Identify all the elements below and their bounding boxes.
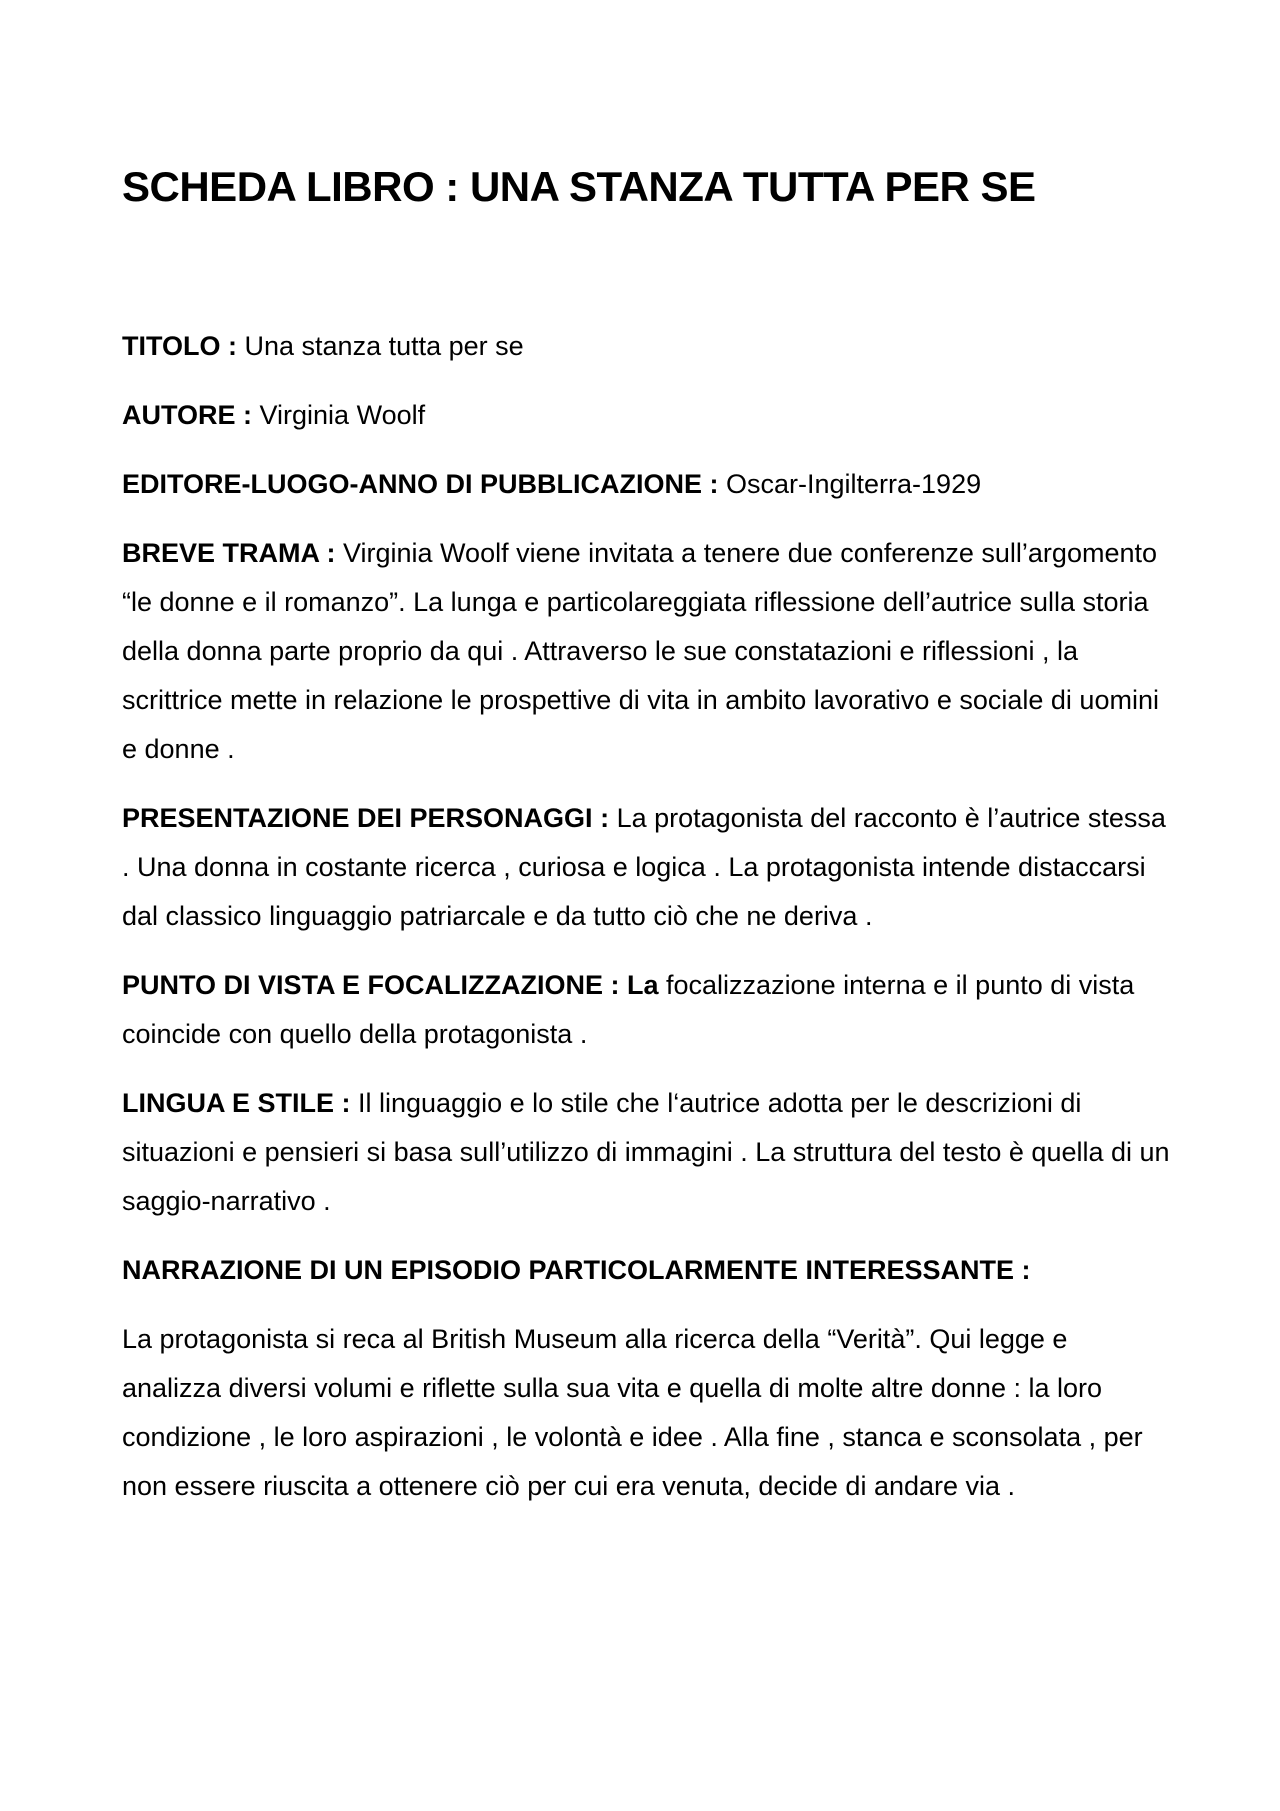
field-label: AUTORE : [122, 400, 260, 430]
field-personaggi [122, 794, 1172, 941]
field-titolo [122, 322, 1172, 371]
field-value: Virginia Woolf [259, 400, 426, 430]
field-value: Oscar-Ingilterra-1929 [726, 469, 982, 499]
field-breve-trama [122, 529, 1172, 774]
field-label: EDITORE-LUOGO-ANNO DI PUBBLICAZIONE : [122, 469, 726, 499]
field-value: focalizzazione interna e il punto di vista coincide con quello della protagonista . [122, 970, 1135, 1049]
field-editore [122, 460, 1172, 509]
field-value: Il linguaggio e lo stile che l‘autrice adotta per le descrizioni di situazioni e pensieri si basa sull’utilizzo di immagini . La struttura del testo è quella di un saggio-narrativo . [122, 1088, 1170, 1216]
field-label: PRESENTAZIONE DEI PERSONAGGI : [122, 803, 617, 833]
episode-heading [122, 1246, 1172, 1295]
field-value: Virginia Woolf viene invitata a tenere due conferenze sull’argomento “le donne e il romanzo”. La lunga e particolareggiata riflessione dell’autrice sulla storia della donna parte proprio da qui . Attraverso le sue constatazioni e riflessioni , la scrittrice mette in relazione le prospettive di vita in ambito lavorativo e sociale di uomini e donne . [122, 538, 1159, 764]
episode-heading-label: NARRAZIONE DI UN EPISODIO PARTICOLARMENTE INTERESSANTE : [122, 1255, 1031, 1285]
field-value: Una stanza tutta per se [244, 331, 524, 361]
field-label: LINGUA E STILE : [122, 1088, 358, 1118]
field-lingua-stile [122, 1079, 1172, 1226]
field-label: TITOLO : [122, 331, 245, 361]
field-autore [122, 391, 1172, 440]
book-fields [122, 322, 1172, 1531]
episode-text: La protagonista si reca al British Museum alla ricerca della “Verità”. Qui legge e analizza diversi volumi e riflette sulla sua vita e quella di molte altre donne : la loro condizione , le loro aspirazioni , le volontà e idee . Alla fine , stanca e sconsolata , per non essere riuscita a ottenere ciò per cui era venuta, decide di andare via . [122, 1324, 1143, 1501]
field-punto-di-vista [122, 961, 1172, 1059]
page-title: SCHEDA LIBRO : UNA STANZA TUTTA PER SE [122, 163, 1036, 210]
field-value: La protagonista del racconto è l’autrice stessa . Una donna in costante ricerca , curiosa e logica . La protagonista intende distaccarsi dal classico linguaggio patriarcale e da tutto ciò che ne deriva . [122, 803, 1166, 931]
field-label: PUNTO DI VISTA E FOCALIZZAZIONE : La [122, 970, 667, 1000]
field-label: BREVE TRAMA : [122, 538, 343, 568]
